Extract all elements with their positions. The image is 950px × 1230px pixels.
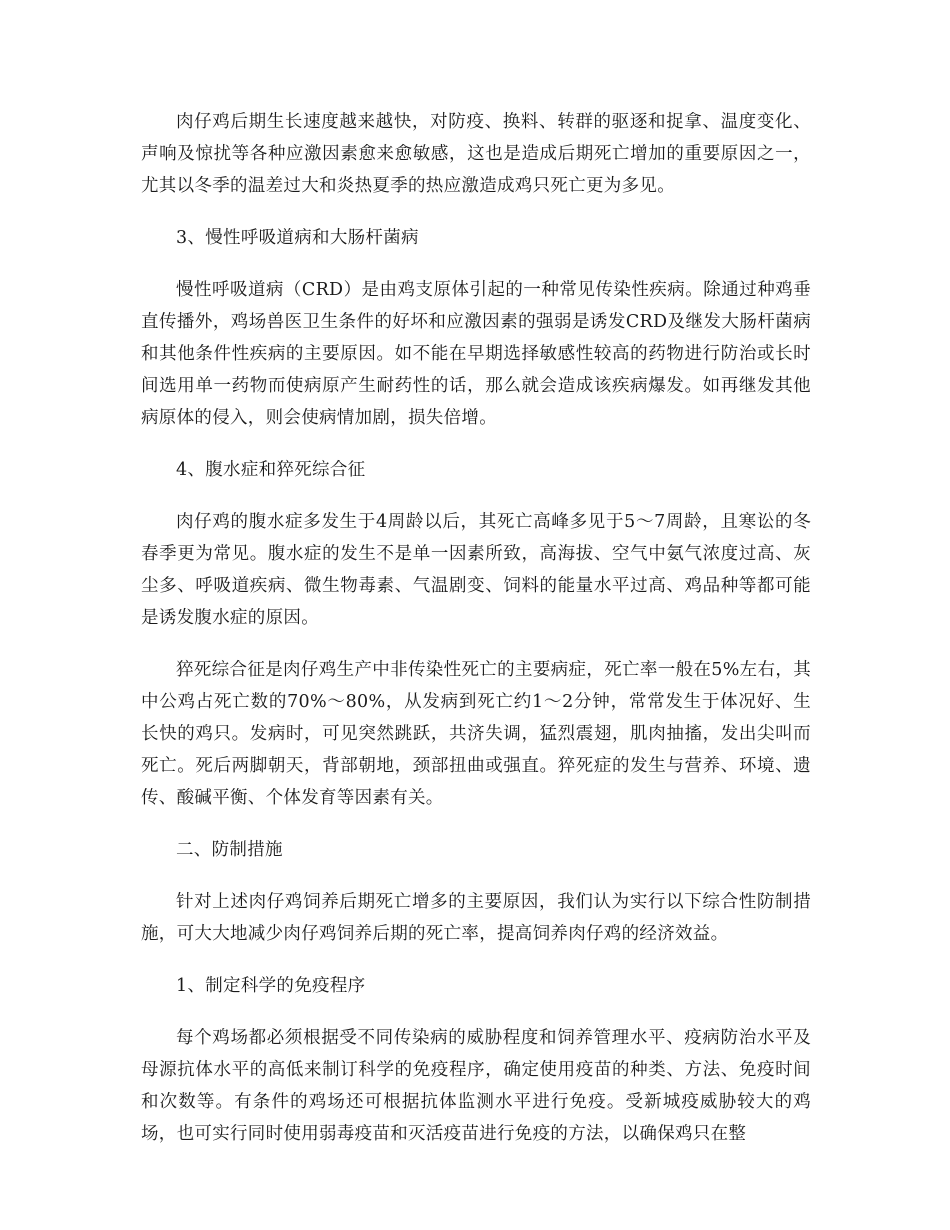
heading-prevention: 二、防制措施 [176, 840, 283, 860]
paragraph-ascites: 肉仔鸡的腹水症多发生于4周龄以后，其死亡高峰多见于5～7周龄，且寒讼的冬春季更为常见。腹水症的发生不是单一因素所致，高海拔、空气中氨气浓度过高、灰尘多、呼吸道疾病、微生物毒素、气温剧变、饲料的能量水平过高、鸡品种等都可能是诱发腹水症的原因。 [141, 512, 811, 628]
heading-immunization: 1、制定科学的免疫程序 [176, 976, 366, 996]
paragraph-stress-factors: 肉仔鸡后期生长速度越来越快，对防疫、换料、转群的驱逐和捉拿、温度变化、声响及惊扰等各种应激因素愈来愈敏感，这也是造成后期死亡增加的重要原因之一，尤其以冬季的温差过大和炎热夏季的热应激造成鸡只死亡更为多见。 [141, 112, 811, 196]
paragraph-prevention-intro: 针对上述肉仔鸡饲养后期死亡增多的主要原因，我们认为实行以下综合性防制措施，可大大地减少肉仔鸡饲养后期的死亡率，提高饲养肉仔鸡的经济效益。 [141, 892, 811, 944]
paragraph-immunization: 每个鸡场都必须根据受不同传染病的威胁程度和饲养管理水平、疫病防治水平及母源抗体水平的高低来制订科学的免疫程序，确定使用疫苗的种类、方法、免疫时间和次数等。有条件的鸡场还可根据抗体监测水平进行免疫。受新城疫威胁较大的鸡场，也可实行同时使用弱毒疫苗和灭活疫苗进行免疫的方法，以确保鸡只在整 [141, 1028, 811, 1144]
paragraph-crd: 慢性呼吸道病（CRD）是由鸡支原体引起的一种常见传染性疾病。除通过种鸡垂直传播外，鸡场兽医卫生条件的好坏和应激因素的强弱是诱发CRD及继发大肠杆菌病和其他条件性疾病的主要原因。如不能在早期选择敏感性较高的药物进行防治或长时间选用单一药物而使病原产生耐药性的话，那么就会造成该疾病爆发。如再继发其他病原体的侵入，则会使病情加剧，损失倍增。 [141, 280, 811, 428]
heading-crd-ecoli: 3、慢性呼吸道病和大肠杆菌病 [176, 228, 419, 248]
heading-ascites-sudden-death: 4、腹水症和猝死综合征 [176, 460, 366, 480]
paragraph-sudden-death: 猝死综合征是肉仔鸡生产中非传染性死亡的主要病症，死亡率一般在5%左右，其中公鸡占死亡数的70%～80%，从发病到死亡约1～2分钟，常常发生于体况好、生长快的鸡只。发病时，可见突然跳跃，共济失调，猛烈震翅，肌肉抽搐，发出尖叫而死亡。死后两脚朝天，背部朝地，颈部扭曲或强直。猝死症的发生与营养、环境、遗传、酸碱平衡、个体发育等因素有关。 [141, 660, 811, 808]
document-body [141, 106, 811, 1170]
